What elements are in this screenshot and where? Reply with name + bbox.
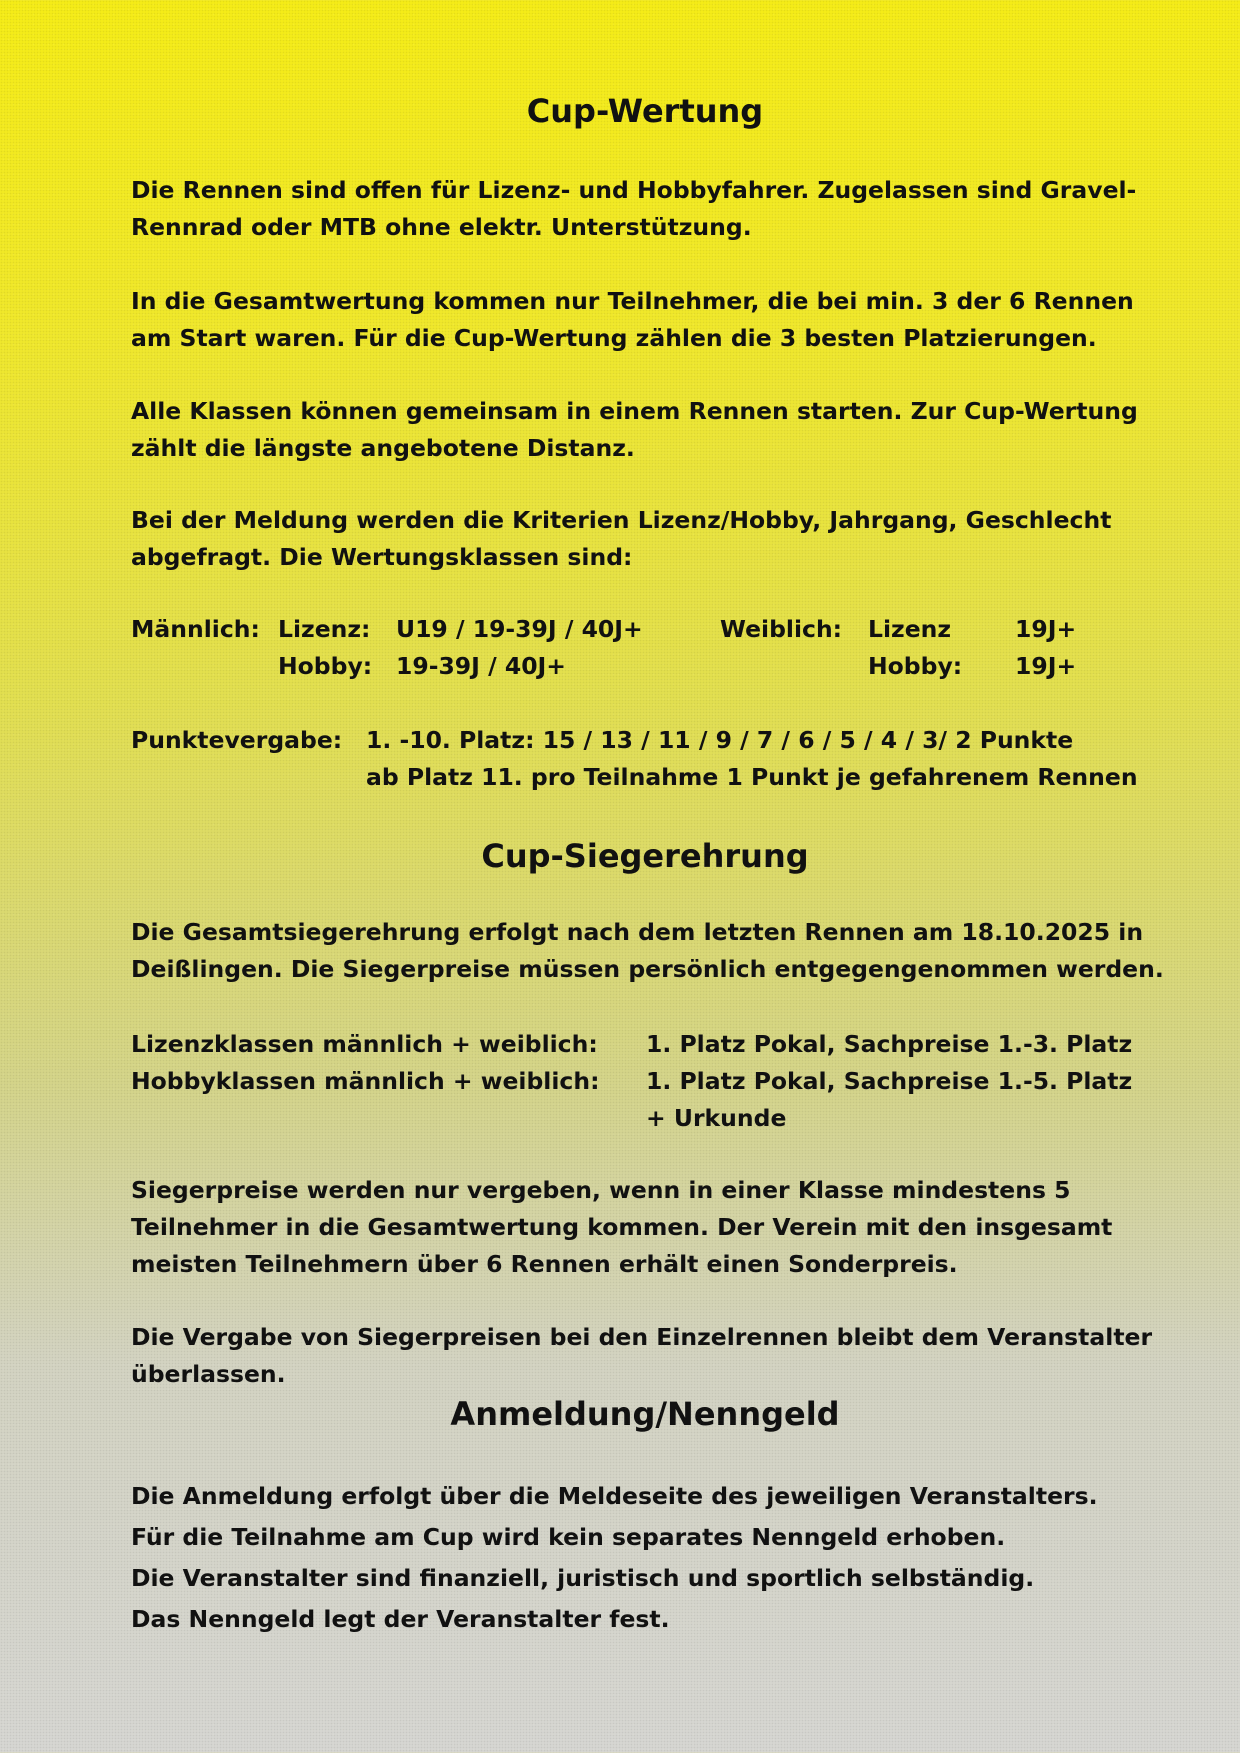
prize-lizenz-label: Lizenzklassen männlich + weiblich: bbox=[131, 1030, 598, 1058]
section-title-anmeldung: Anmeldung/Nenngeld bbox=[450, 1395, 840, 1433]
points-line-1: 1. -10. Platz: 15 / 13 / 11 / 9 / 7 / 6 / 5 / 4 / 3/ 2 Punkte bbox=[366, 726, 1074, 754]
text-line: überlassen. bbox=[131, 1360, 286, 1388]
paragraph-eligibility bbox=[131, 172, 1136, 246]
text-line: Siegerpreise werden nur vergeben, wenn in einer Klasse mindestens 5 bbox=[131, 1176, 1071, 1204]
paragraph-registration bbox=[131, 1476, 1098, 1640]
male-label: Männlich: bbox=[131, 615, 260, 643]
paragraph-classes-start bbox=[131, 393, 1138, 467]
text-line: Bei der Meldung werden die Kriterien Lizenz/Hobby, Jahrgang, Geschlecht bbox=[131, 506, 1112, 534]
text-line: Das Nenngeld legt der Veranstalter fest. bbox=[131, 1605, 670, 1633]
text-line: meisten Teilnehmern über 6 Rennen erhält einen Sonderpreis. bbox=[131, 1250, 958, 1278]
text-line: am Start waren. Für die Cup-Wertung zählen die 3 besten Platzierungen. bbox=[131, 324, 1097, 352]
male-hobby-value: 19-39J / 40J+ bbox=[396, 652, 566, 680]
text-line: Deißlingen. Die Siegerpreise müssen persönlich entgegengenommen werden. bbox=[131, 955, 1164, 983]
female-lizenz-label: Lizenz bbox=[868, 615, 952, 643]
paragraph-individual-races bbox=[131, 1319, 1152, 1393]
text-line: Die Anmeldung erfolgt über die Meldeseite des jeweiligen Veranstalters. bbox=[131, 1482, 1098, 1510]
section-title-cup-wertung: Cup-Wertung bbox=[526, 92, 764, 130]
section-title-cup-siegerehrung: Cup-Siegerehrung bbox=[481, 837, 809, 875]
text-line: zählt die längste angebotene Distanz. bbox=[131, 434, 635, 462]
text-line: Alle Klassen können gemeinsam in einem Rennen starten. Zur Cup-Wertung bbox=[131, 397, 1138, 425]
paragraph-registration-criteria bbox=[131, 502, 1111, 576]
text-line: Die Vergabe von Siegerpreisen bei den Einzelrennen bleibt dem Veranstalter bbox=[131, 1323, 1153, 1351]
text-line: In die Gesamtwertung kommen nur Teilnehmer, die bei min. 3 der 6 Rennen bbox=[131, 287, 1134, 315]
prize-hobby-label: Hobbyklassen männlich + weiblich: bbox=[131, 1067, 600, 1095]
text-line: Rennrad oder MTB ohne elektr. Unterstützung. bbox=[131, 213, 752, 241]
prize-hobby-value-2: + Urkunde bbox=[646, 1104, 787, 1132]
female-hobby-label: Hobby: bbox=[868, 652, 963, 680]
text-line: Die Veranstalter sind finanziell, juristisch und sportlich selbständig. bbox=[131, 1564, 1035, 1592]
male-lizenz-value: U19 / 19-39J / 40J+ bbox=[396, 615, 643, 643]
prize-lizenz-value: 1. Platz Pokal, Sachpreise 1.-3. Platz bbox=[646, 1030, 1133, 1058]
points-line-2: ab Platz 11. pro Teilnahme 1 Punkt je gefahrenem Rennen bbox=[366, 763, 1138, 791]
points-label: Punktevergabe: bbox=[131, 726, 343, 754]
male-lizenz-label: Lizenz: bbox=[278, 615, 371, 643]
female-lizenz-value: 19J+ bbox=[1015, 615, 1077, 643]
female-label: Weiblich: bbox=[720, 615, 843, 643]
paragraph-award-ceremony bbox=[131, 914, 1164, 988]
female-hobby-value: 19J+ bbox=[1015, 652, 1077, 680]
paragraph-prize-conditions bbox=[131, 1172, 1112, 1283]
text-line: Teilnehmer in die Gesamtwertung kommen. Der Verein mit den insgesamt bbox=[131, 1213, 1113, 1241]
paragraph-overall-ranking bbox=[131, 283, 1134, 357]
text-line: abgefragt. Die Wertungsklassen sind: bbox=[131, 543, 633, 571]
male-hobby-label: Hobby: bbox=[278, 652, 373, 680]
text-line: Für die Teilnahme am Cup wird kein separates Nenngeld erhoben. bbox=[131, 1523, 1006, 1551]
prize-hobby-value: 1. Platz Pokal, Sachpreise 1.-5. Platz bbox=[646, 1067, 1133, 1095]
text-line: Die Gesamtsiegerehrung erfolgt nach dem letzten Rennen am 18.10.2025 in bbox=[131, 918, 1144, 946]
text-line: Die Rennen sind offen für Lizenz- und Hobbyfahrer. Zugelassen sind Gravel- bbox=[131, 176, 1137, 204]
